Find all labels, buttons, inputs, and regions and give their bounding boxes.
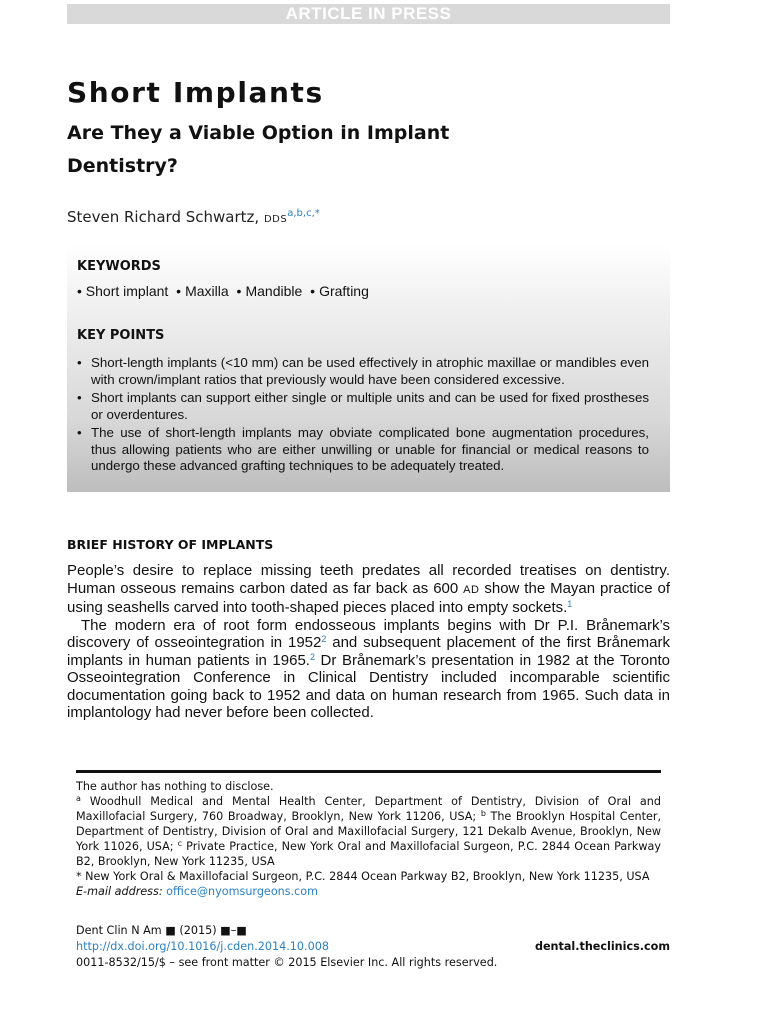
bullet: •: [77, 283, 82, 299]
corresponding-author-link[interactable]: *: [314, 208, 320, 219]
section-heading: BRIEF HISTORY OF IMPLANTS: [67, 537, 274, 552]
reference-link[interactable]: 2: [309, 651, 315, 662]
text-run: Dr Brånemark’s presentation in 1982 at the Toronto Osseointegration Conference in Clinical Dentistry included incomparable scientific documentation going back to 1952 and data on human research from 1965. Such data in implantology had never before been collected.: [67, 651, 670, 721]
affil-b-link[interactable]: b: [296, 208, 303, 219]
doi-link[interactable]: http://dx.doi.org/10.1016/j.cden.2014.10.008: [76, 940, 329, 953]
journal-site-link[interactable]: dental.theclinics.com: [534, 940, 670, 953]
affil-sep: ,: [293, 208, 297, 219]
text-run: and subsequent placement of the first Brånemark implants in human patients in 1965.: [67, 634, 670, 669]
reference-link[interactable]: 1: [567, 599, 573, 609]
key-points-list: [77, 355, 649, 477]
disclosure-note: The author has nothing to disclose.: [76, 780, 274, 793]
article-title: Short Implants: [67, 76, 324, 109]
affil-a-link[interactable]: a: [287, 208, 294, 219]
affil-sep: ,: [311, 208, 315, 219]
text-run: AD: [463, 583, 480, 596]
affil-marker: c: [177, 839, 183, 848]
affil-text: Woodhull Medical and Mental Health Center, Department of Dentistry, Division of Oral and Maxillofacial Surgery, 760 Broadway, Brooklyn, New York 11206, USA;: [76, 795, 661, 823]
author-affiliations: [287, 208, 320, 219]
affil-text: Private Practice, New York Oral and Maxillofacial Surgeon, P.C. 2844 Ocean Parkway B2, Brooklyn, New York 11235, USA: [76, 840, 661, 868]
text-run: The modern era of root form endosseous implants begins with Dr P.I. Brånemark’s discovery of osseointegration in 1952: [67, 616, 670, 651]
affil-c-link[interactable]: c: [306, 208, 312, 219]
keywords-list: [77, 283, 369, 299]
footnote-divider: [76, 770, 661, 773]
footnotes: [76, 779, 661, 899]
key-points-heading: KEY POINTS: [77, 328, 165, 343]
email-link[interactable]: office@nyomsurgeons.com: [166, 885, 319, 898]
affiliations-note: [76, 794, 661, 869]
affil-marker: a: [76, 794, 81, 803]
bullet: •: [236, 283, 242, 299]
keywords-heading: KEYWORDS: [77, 259, 161, 274]
key-point-item: • The use of short-length implants may obviate complicated bone augmentation procedures, thus allowing patients who are either unwilling or unable for financial or medical reasons to undergo these advanced grafting techniques to be adequately treated.: [77, 425, 649, 475]
copyright-line: 0011-8532/15/$ – see front matter © 2015 Elsevier Inc. All rights reserved.: [76, 956, 498, 969]
keyword: Mandible: [245, 283, 303, 299]
citation-block: [76, 923, 670, 971]
author-line: [67, 208, 320, 226]
text-run: People’s desire to replace missing teeth predates all recorded treatises on dentistry. Human osseous remains carbon dated as far back as 600: [67, 562, 670, 597]
doi-row: [76, 939, 670, 955]
body-paragraph: [67, 562, 670, 617]
article-body: [67, 562, 670, 722]
key-point-item: • Short implants can support either single or multiple units and can be used for fixed prostheses or overdentures.: [77, 390, 649, 423]
reference-link[interactable]: 2: [321, 634, 327, 644]
corresponding-address: * New York Oral & Maxillofacial Surgeon, P.C. 2844 Ocean Parkway B2, Brooklyn, New York 11235, USA: [76, 870, 650, 883]
affil-text: The Brooklyn Hospital Center, Department of Dentistry, Division of Oral and Maxillofacial Surgery, 121 Dekalb Avenue, Brooklyn, New York 11026, USA;: [76, 810, 661, 853]
bullet: •: [310, 283, 316, 299]
author-degree: DDS: [263, 214, 288, 225]
keywords-key-points-box: [67, 245, 670, 492]
keyword: Maxilla: [185, 283, 229, 299]
keyword: Short implant: [85, 283, 169, 299]
key-point-item: • Short-length implants (<10 mm) can be used effectively in atrophic maxillae or mandibles even with crown/implant ratios that previously would have been considered excessive.: [77, 355, 649, 388]
keyword: Grafting: [319, 283, 369, 299]
article-subtitle: Are They a Viable Option in Implant Dentistry?: [67, 122, 450, 177]
affil-marker: b: [480, 809, 486, 818]
article-in-press-banner: ARTICLE IN PRESS: [67, 4, 670, 24]
author-name: Steven Richard Schwartz,: [67, 208, 260, 226]
email-label: E-mail address:: [76, 885, 163, 898]
affil-sep: ,: [302, 208, 307, 219]
journal-line: Dent Clin N Am ■ (2015) ■–■: [76, 924, 247, 937]
text-run: show the Mayan practice of using seashells carved into tooth-shaped pieces placed into empty sockets.: [67, 579, 670, 616]
email-line: [76, 884, 661, 899]
body-paragraph: [67, 617, 670, 722]
bullet: •: [176, 283, 182, 299]
